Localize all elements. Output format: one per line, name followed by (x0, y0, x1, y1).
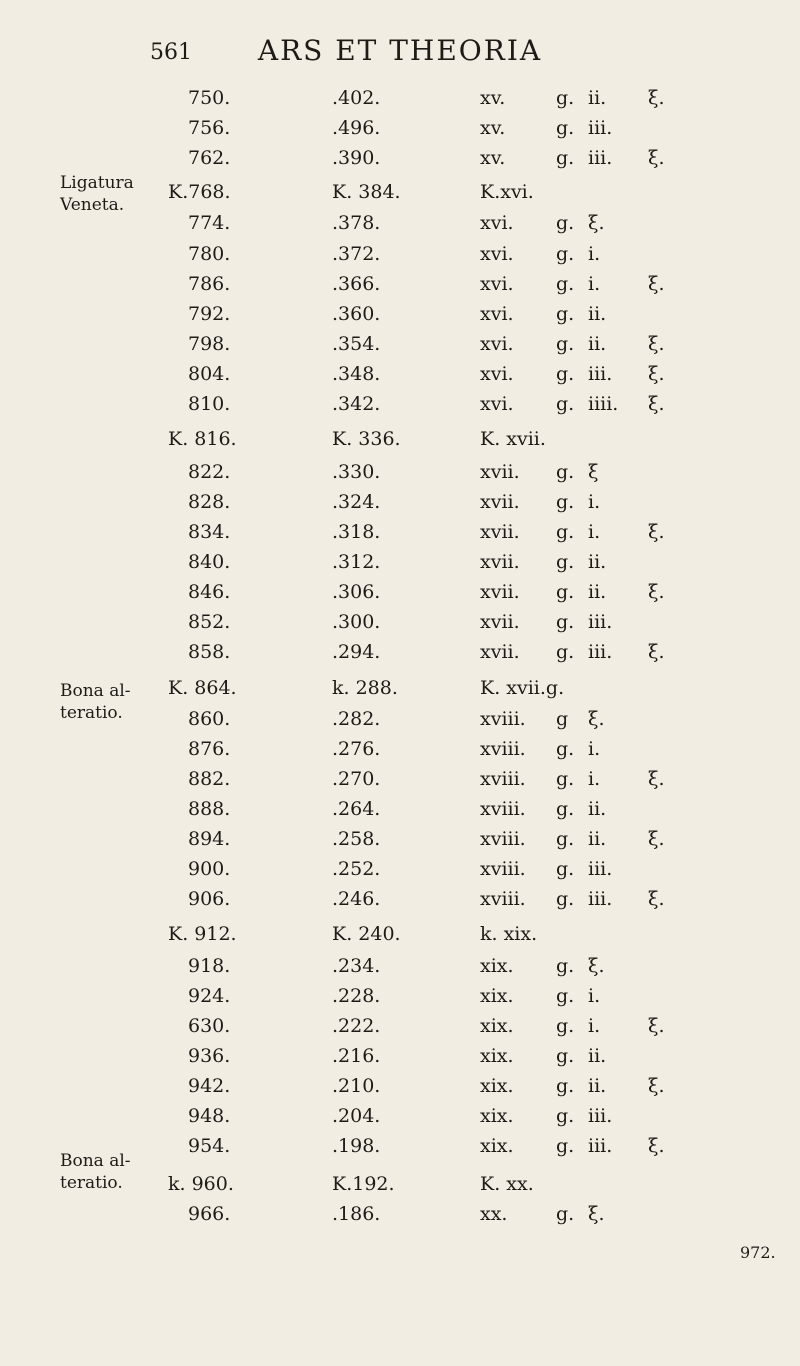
cell-c: xvii. (480, 581, 520, 603)
catchword: 972. (740, 1243, 776, 1262)
table-row (0, 142, 800, 174)
cell-d: g. (556, 147, 575, 169)
table-row (0, 576, 800, 608)
cell-a: 780. (188, 243, 231, 265)
cell-d: g. (556, 1203, 575, 1225)
cell-e: iii. (588, 117, 613, 139)
table-row (0, 1070, 800, 1102)
cell-d: g. (556, 333, 575, 355)
cell-c: xviii. (480, 738, 526, 760)
cell-f: ξ. (648, 1075, 665, 1097)
cell-b: K. 336. (332, 428, 401, 450)
cell-d: g. (556, 212, 575, 234)
table-row (0, 328, 800, 360)
cell-d: g. (556, 273, 575, 295)
cell-c: xviii. (480, 888, 526, 910)
cell-b: .402. (332, 87, 381, 109)
cell-a: 894. (188, 828, 231, 850)
cell-e: iiii. (588, 393, 619, 415)
cell-b: .330. (332, 461, 381, 483)
cell-a: 924. (188, 985, 231, 1007)
cell-b: .306. (332, 581, 381, 603)
cell-b: .228. (332, 985, 381, 1007)
table-row (0, 950, 800, 982)
table-row (0, 298, 800, 330)
cell-b: .204. (332, 1105, 381, 1127)
cell-e: i. (588, 1015, 601, 1037)
cell-b: .210. (332, 1075, 381, 1097)
cell-e: i. (588, 768, 601, 790)
cell-b: .324. (332, 491, 381, 513)
cell-c: K. xvii.g. (480, 677, 565, 699)
cell-c: xvi. (480, 393, 514, 415)
cell-b: .312. (332, 551, 381, 573)
cell-f: ξ. (648, 393, 665, 415)
cell-e: iii. (588, 147, 613, 169)
table-row (0, 703, 800, 735)
cell-c: xvii. (480, 491, 520, 513)
cell-c: xvi. (480, 243, 514, 265)
cell-d: g. (556, 521, 575, 543)
table-row (0, 672, 800, 704)
cell-d: g (556, 708, 569, 730)
cell-d: g. (556, 1105, 575, 1127)
table-row (0, 853, 800, 885)
cell-b: .378. (332, 212, 381, 234)
table-row (0, 823, 800, 855)
cell-d: g. (556, 798, 575, 820)
cell-e: ξ (588, 461, 599, 483)
cell-c: xix. (480, 955, 514, 977)
cell-d: g. (556, 393, 575, 415)
table-row (0, 388, 800, 420)
cell-b: .496. (332, 117, 381, 139)
cell-d: g. (556, 581, 575, 603)
cell-c: xix. (480, 985, 514, 1007)
cell-e: ii. (588, 333, 607, 355)
cell-b: .258. (332, 828, 381, 850)
cell-a: 834. (188, 521, 231, 543)
cell-c: xix. (480, 1015, 514, 1037)
cell-d: g. (556, 1015, 575, 1037)
cell-c: xviii. (480, 708, 526, 730)
cell-a: 750. (188, 87, 231, 109)
cell-a: 792. (188, 303, 231, 325)
cell-b: .294. (332, 641, 381, 663)
cell-d: g. (556, 888, 575, 910)
table-row (0, 636, 800, 668)
table-row (0, 1100, 800, 1132)
cell-a: K.768. (168, 181, 231, 203)
cell-b: K. 384. (332, 181, 401, 203)
cell-a: 786. (188, 273, 231, 295)
table-row (0, 883, 800, 915)
table-row (0, 1168, 800, 1200)
table-row (0, 763, 800, 795)
cell-c: xviii. (480, 768, 526, 790)
cell-d: g. (556, 551, 575, 573)
cell-a: 918. (188, 955, 231, 977)
cell-c: xviii. (480, 858, 526, 880)
side-label: Bona al- teratio. (60, 1151, 131, 1193)
cell-a: 840. (188, 551, 231, 573)
cell-f: ξ. (648, 828, 665, 850)
cell-c: xix. (480, 1045, 514, 1067)
cell-c: xvi. (480, 333, 514, 355)
page-number: 561 (150, 40, 192, 65)
cell-f: ξ. (648, 641, 665, 663)
table-row (0, 733, 800, 765)
cell-c: xviii. (480, 798, 526, 820)
cell-a: 858. (188, 641, 231, 663)
cell-e: ξ. (588, 212, 605, 234)
cell-e: ξ. (588, 955, 605, 977)
cell-a: 846. (188, 581, 231, 603)
cell-a: 774. (188, 212, 231, 234)
cell-b: K.192. (332, 1173, 395, 1195)
cell-b: .318. (332, 521, 381, 543)
cell-a: 888. (188, 798, 231, 820)
cell-d: g. (556, 461, 575, 483)
running-title: ARS ET THEORIA (257, 34, 543, 67)
cell-b: .252. (332, 858, 381, 880)
cell-c: xix. (480, 1075, 514, 1097)
cell-e: ξ. (588, 708, 605, 730)
cell-f: ξ. (648, 888, 665, 910)
cell-c: xvi. (480, 212, 514, 234)
cell-d: g. (556, 738, 575, 760)
cell-c: k. xix. (480, 923, 538, 945)
table-row (0, 606, 800, 638)
cell-e: ii. (588, 303, 607, 325)
cell-a: 804. (188, 363, 231, 385)
cell-e: i. (588, 738, 601, 760)
cell-a: 882. (188, 768, 231, 790)
table-row (0, 207, 800, 239)
cell-d: g. (556, 363, 575, 385)
cell-a: K. 912. (168, 923, 237, 945)
cell-b: .366. (332, 273, 381, 295)
cell-e: i. (588, 985, 601, 1007)
table-row (0, 268, 800, 300)
cell-c: xvii. (480, 521, 520, 543)
cell-a: 756. (188, 117, 231, 139)
cell-c: xvii. (480, 641, 520, 663)
table-row (0, 112, 800, 144)
cell-f: ξ. (648, 768, 665, 790)
cell-b: .186. (332, 1203, 381, 1225)
cell-b: .270. (332, 768, 381, 790)
cell-b: .246. (332, 888, 381, 910)
table-row (0, 546, 800, 578)
cell-c: xvi. (480, 363, 514, 385)
cell-d: g. (556, 985, 575, 1007)
cell-d: g. (556, 303, 575, 325)
cell-b: .360. (332, 303, 381, 325)
cell-d: g. (556, 243, 575, 265)
cell-e: i. (588, 521, 601, 543)
cell-d: g. (556, 858, 575, 880)
cell-d: g. (556, 1045, 575, 1067)
cell-e: i. (588, 491, 601, 513)
table-row (0, 238, 800, 270)
cell-b: .390. (332, 147, 381, 169)
cell-b: .372. (332, 243, 381, 265)
cell-f: ξ. (648, 521, 665, 543)
table-row (0, 1198, 800, 1230)
table-row (0, 176, 800, 208)
cell-e: ξ. (588, 1203, 605, 1225)
cell-b: .216. (332, 1045, 381, 1067)
cell-b: .264. (332, 798, 381, 820)
cell-b: .354. (332, 333, 381, 355)
cell-c: xvi. (480, 273, 514, 295)
cell-a: 954. (188, 1135, 231, 1157)
table-row (0, 1040, 800, 1072)
cell-e: iii. (588, 1105, 613, 1127)
cell-c: K. xx. (480, 1173, 534, 1195)
cell-a: 852. (188, 611, 231, 633)
cell-c: xx. (480, 1203, 508, 1225)
cell-d: g. (556, 1075, 575, 1097)
table-row (0, 1130, 800, 1162)
cell-a: 828. (188, 491, 231, 513)
table-row (0, 456, 800, 488)
cell-c: K.xvi. (480, 181, 534, 203)
table-row (0, 1010, 800, 1042)
cell-a: 936. (188, 1045, 231, 1067)
cell-e: ii. (588, 798, 607, 820)
cell-a: 822. (188, 461, 231, 483)
cell-a: K. 864. (168, 677, 237, 699)
cell-f: ξ. (648, 363, 665, 385)
cell-c: xvii. (480, 611, 520, 633)
cell-c: xviii. (480, 828, 526, 850)
cell-c: xvi. (480, 303, 514, 325)
cell-d: g. (556, 117, 575, 139)
cell-a: 906. (188, 888, 231, 910)
cell-c: xv. (480, 117, 506, 139)
cell-d: g. (556, 491, 575, 513)
cell-c: xv. (480, 147, 506, 169)
cell-d: g. (556, 87, 575, 109)
cell-c: xv. (480, 87, 506, 109)
cell-a: K. 816. (168, 428, 237, 450)
cell-a: 810. (188, 393, 231, 415)
cell-d: g. (556, 828, 575, 850)
cell-d: g. (556, 641, 575, 663)
cell-d: g. (556, 611, 575, 633)
cell-c: xix. (480, 1135, 514, 1157)
cell-c: xvii. (480, 551, 520, 573)
cell-b: K. 240. (332, 923, 401, 945)
side-label: Ligatura Veneta. (60, 173, 134, 215)
cell-f: ξ. (648, 273, 665, 295)
table-row (0, 516, 800, 548)
cell-e: iii. (588, 888, 613, 910)
cell-b: .282. (332, 708, 381, 730)
cell-e: ii. (588, 828, 607, 850)
cell-a: 900. (188, 858, 231, 880)
cell-f: ξ. (648, 1015, 665, 1037)
cell-c: xix. (480, 1105, 514, 1127)
cell-a: 860. (188, 708, 231, 730)
cell-e: i. (588, 273, 601, 295)
table-row (0, 793, 800, 825)
cell-a: 942. (188, 1075, 231, 1097)
cell-a: 948. (188, 1105, 231, 1127)
cell-a: k. 960. (168, 1173, 234, 1195)
cell-f: ξ. (648, 333, 665, 355)
cell-b: .234. (332, 955, 381, 977)
cell-e: ii. (588, 87, 607, 109)
cell-f: ξ. (648, 1135, 665, 1157)
cell-e: iii. (588, 611, 613, 633)
cell-a: 876. (188, 738, 231, 760)
cell-b: .276. (332, 738, 381, 760)
table-row (0, 82, 800, 114)
side-label: Bona al- teratio. (60, 681, 131, 723)
table-row (0, 918, 800, 950)
cell-e: ii. (588, 1045, 607, 1067)
cell-e: ii. (588, 1075, 607, 1097)
table-row (0, 980, 800, 1012)
cell-a: 798. (188, 333, 231, 355)
cell-e: i. (588, 243, 601, 265)
cell-a: 630. (188, 1015, 231, 1037)
cell-d: g. (556, 955, 575, 977)
cell-b: .300. (332, 611, 381, 633)
cell-b: .222. (332, 1015, 381, 1037)
cell-e: ii. (588, 581, 607, 603)
cell-a: 762. (188, 147, 231, 169)
cell-f: ξ. (648, 147, 665, 169)
cell-d: g. (556, 768, 575, 790)
cell-b: .342. (332, 393, 381, 415)
cell-d: g. (556, 1135, 575, 1157)
cell-a: 966. (188, 1203, 231, 1225)
cell-c: xvii. (480, 461, 520, 483)
cell-e: ii. (588, 551, 607, 573)
cell-b: .348. (332, 363, 381, 385)
cell-e: iii. (588, 641, 613, 663)
cell-b: .198. (332, 1135, 381, 1157)
table-row (0, 486, 800, 518)
cell-c: K. xvii. (480, 428, 546, 450)
cell-f: ξ. (648, 87, 665, 109)
cell-f: ξ. (648, 581, 665, 603)
cell-b: k. 288. (332, 677, 398, 699)
cell-e: iii. (588, 1135, 613, 1157)
cell-e: iii. (588, 858, 613, 880)
table-row (0, 423, 800, 455)
cell-e: iii. (588, 363, 613, 385)
table-row (0, 358, 800, 390)
